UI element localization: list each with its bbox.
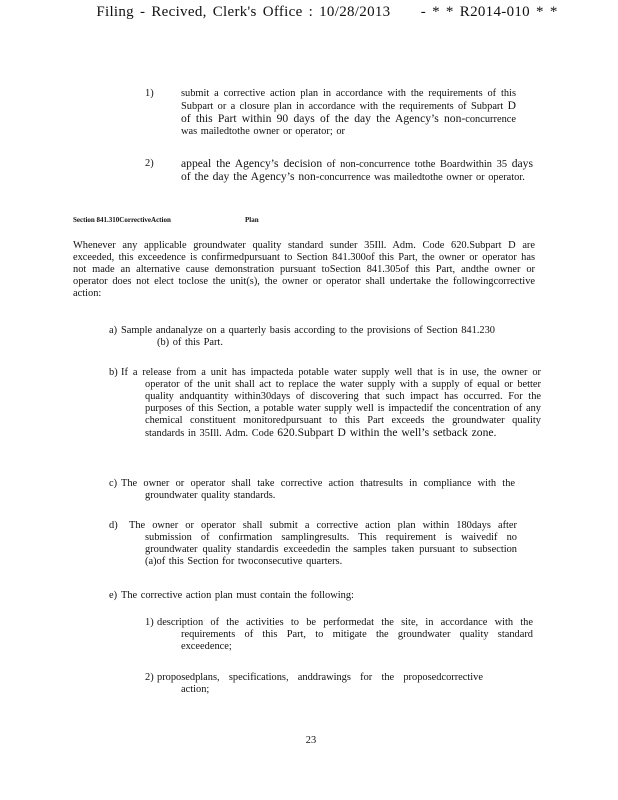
sub-list-marker: 1) [145,617,154,628]
list-item [181,88,516,138]
sub-list-item: proposedplans, specifications, anddrawings for the proposedcorrective action; [157,672,483,695]
item-b [121,367,541,440]
item-b-text: If a release from a unit has impacteda potable water supply well that is in use, the owner or operator of the unit shall act to replace the water supply with a supply of equal or better quality andquantity within30days of discovering that such impact has occurred. For the purposes of this Section, a potable water supply well is impactedif the concentration of any chemical constituent monitoredpursuant to this Part exceeds the groundwater quality standards in 35Ill. Adm. Code [121,367,541,439]
list-item-text-tail: concurrence was mailedtothe owner or operator; or [181,114,516,137]
list-item [181,158,533,184]
section-label-tail: Plan [245,216,259,224]
intro-paragraph: Whenever any applicable groundwater quality standard sunder 35Ill. Adm. Code 620.Subpart D are exceeded, this exceedence is confirmedpursuant to Section 841.300of this Part, the owner or operator has not made an alternative cause demonstration pursuant toSection 841.305of this Part, andthe owner or operator does not elect toclose the unit(s), the owner or operator shall undertake the followingcorrective action: [73,240,535,299]
item-b-marker: b) [109,367,118,378]
list-item-text-emphasis: appeal the Agency’s decision [181,157,323,170]
sub-list-item: description of the activities to be performedat the site, in accordance with the requirements of this Part, to mitigate the groundwater quality standard exceedence; [157,617,533,652]
docket-number: - * * R2014-010 * * [420,4,558,20]
list-item-text: submit a corrective action plan in accordance with the requirements of this Subpart or a closure plan in accordance with the requirements of Subpart [181,88,516,112]
list-marker: 1) [145,88,154,99]
section-label: Section 841.310CorrectiveAction [73,216,171,224]
item-e: The corrective action plan must contain the following: [121,590,354,601]
item-c-marker: c) [109,478,118,489]
section-heading [73,215,293,225]
list-item-text-emphasis-2: days of the day the Agency’s non- [181,157,533,183]
list-marker: 2) [145,158,154,169]
item-a-marker: a) [109,325,118,336]
list-item-text: of non-concurrence tothe Boardwithin 35 [322,159,512,170]
filing-stamp-text: Filing - Recived, Clerk's Office : 10/28/2013 [96,4,391,20]
item-b-text-emphasis: 620.Subpart D within the well’s setback zone. [277,426,497,439]
list-item-text-emphasis: D of this Part within 90 days of the day the Agency’s non- [181,99,516,125]
sub-list-marker: 2) [145,672,154,683]
item-a: Sample andanalyze on a quarterly basis according to the provisions of Section 841.230 (b) of this Part. [121,325,495,348]
item-d: The owner or operator shall submit a corrective action plan within 180days after submission of confirmation samplingresults. This requirement is waivedif no groundwater quality standardis exceededin the samples taken pursuant to subsection (a)of this Section for twoconsecutive quarters. [129,520,517,567]
item-d-marker: d) [109,520,118,531]
item-e-marker: e) [109,590,118,601]
filing-header [0,4,618,21]
list-item-text-tail: concurrence was mailedtothe owner or operator. [319,172,525,183]
page-number: 23 [305,735,317,746]
item-c: The owner or operator shall take corrective action thatresults in compliance with the groundwater quality standards. [121,478,515,501]
